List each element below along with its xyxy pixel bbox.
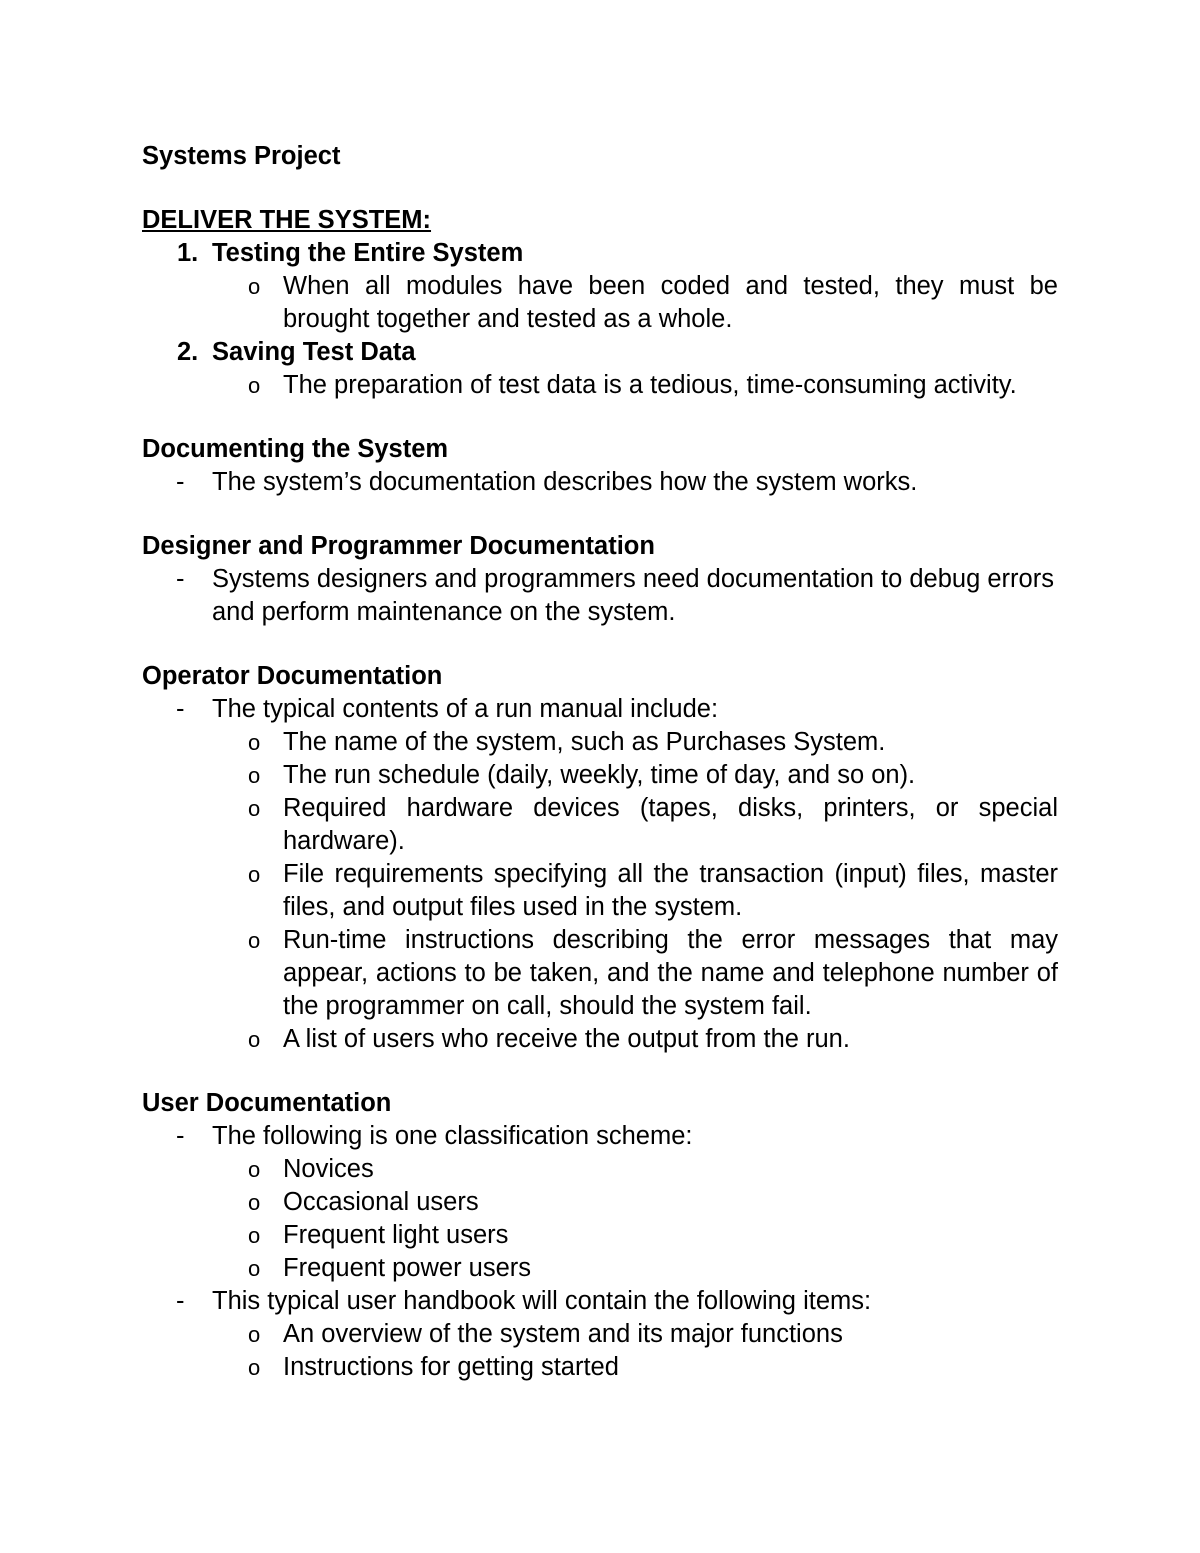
circle-bullet-marker: o — [248, 1223, 261, 1248]
circle-bullet-marker: o — [248, 1027, 261, 1052]
dash-item-text: The typical contents of a run manual include: — [212, 695, 719, 723]
numbered-item — [142, 237, 1058, 270]
sub-bullet-item — [142, 726, 1058, 759]
dash-marker: - — [176, 468, 185, 496]
sub-bullet-item — [142, 1219, 1058, 1252]
sub-bullet-text: Frequent power users — [283, 1254, 532, 1282]
spacer — [142, 173, 1058, 204]
sub-bullet-text: The name of the system, such as Purchases System. — [283, 728, 886, 756]
spacer — [142, 402, 1058, 433]
numbered-item — [142, 336, 1058, 369]
dash-item — [142, 693, 1058, 726]
circle-bullet-marker: o — [248, 1190, 261, 1215]
dash-marker: - — [176, 565, 185, 593]
sub-bullet-item — [142, 924, 1058, 1023]
sub-bullet-text: Frequent light users — [283, 1221, 509, 1249]
section-heading-documenting: Documenting the System — [142, 435, 449, 463]
dash-item — [142, 466, 1058, 499]
number-marker: 1. — [177, 239, 199, 267]
circle-bullet-marker: o — [248, 373, 261, 398]
dash-item — [142, 1120, 1058, 1153]
sub-bullet-text: Instructions for getting started — [283, 1353, 619, 1381]
circle-bullet-marker: o — [248, 730, 261, 755]
sub-bullet-item — [142, 858, 1058, 924]
circle-bullet-marker: o — [248, 274, 261, 299]
sub-bullet-text: Run-time instructions describing the error messages that may appear, actions to be taken, and the name and telephone number of the programmer on call, should the system fail. — [283, 926, 1058, 1020]
sub-bullet-item — [142, 270, 1058, 336]
dash-marker: - — [176, 695, 185, 723]
spacer — [142, 629, 1058, 660]
sub-bullet-item — [142, 759, 1058, 792]
spacer — [142, 1056, 1058, 1087]
sub-bullet-item — [142, 1351, 1058, 1384]
dash-item-text: This typical user handbook will contain the following items: — [212, 1287, 872, 1315]
sub-bullet-text: Required hardware devices (tapes, disks, printers, or special hardware). — [283, 794, 1058, 855]
sub-bullet-text: An overview of the system and its major functions — [283, 1320, 843, 1348]
sub-bullet-text: File requirements specifying all the transaction (input) files, master files, and output files used in the system. — [283, 860, 1058, 921]
circle-bullet-marker: o — [248, 1322, 261, 1347]
sub-bullet-text: Occasional users — [283, 1188, 479, 1216]
sub-bullet-text: A list of users who receive the output from the run. — [283, 1025, 850, 1053]
sub-bullet-item — [142, 369, 1058, 402]
circle-bullet-marker: o — [248, 1355, 261, 1380]
dash-item — [142, 563, 1058, 629]
circle-bullet-marker: o — [248, 1157, 261, 1182]
spacer — [142, 499, 1058, 530]
numbered-item-label: Testing the Entire System — [212, 239, 524, 267]
number-marker: 2. — [177, 338, 199, 366]
circle-bullet-marker: o — [248, 928, 261, 953]
dash-item-text: Systems designers and programmers need documentation to debug errors and perform maintenance on the system. — [212, 565, 1054, 626]
circle-bullet-marker: o — [248, 763, 261, 788]
dash-item — [142, 1285, 1058, 1318]
sub-bullet-item — [142, 1318, 1058, 1351]
sub-bullet-text: Novices — [283, 1155, 374, 1183]
dash-item-text: The following is one classification scheme: — [212, 1122, 693, 1150]
sub-bullet-text: When all modules have been coded and tested, they must be brought together and tested as a whole. — [283, 272, 1058, 333]
section-heading-user: User Documentation — [142, 1089, 392, 1117]
dash-marker: - — [176, 1122, 185, 1150]
sub-bullet-item — [142, 792, 1058, 858]
sub-bullet-item — [142, 1153, 1058, 1186]
document-title: Systems Project — [142, 142, 341, 170]
circle-bullet-marker: o — [248, 862, 261, 887]
dash-marker: - — [176, 1287, 185, 1315]
document-content — [142, 140, 1058, 1384]
sub-bullet-item — [142, 1252, 1058, 1285]
numbered-item-label: Saving Test Data — [212, 338, 416, 366]
circle-bullet-marker: o — [248, 796, 261, 821]
sub-bullet-item — [142, 1186, 1058, 1219]
section-heading-operator: Operator Documentation — [142, 662, 443, 690]
deliver-heading: DELIVER THE SYSTEM: — [142, 206, 432, 234]
dash-item-text: The system’s documentation describes how the system works. — [212, 468, 918, 496]
sub-bullet-text: The preparation of test data is a tedious, time-consuming activity. — [283, 371, 1017, 399]
sub-bullet-text: The run schedule (daily, weekly, time of day, and so on). — [283, 761, 916, 789]
section-heading-designer: Designer and Programmer Documentation — [142, 532, 655, 560]
sub-bullet-item — [142, 1023, 1058, 1056]
circle-bullet-marker: o — [248, 1256, 261, 1281]
